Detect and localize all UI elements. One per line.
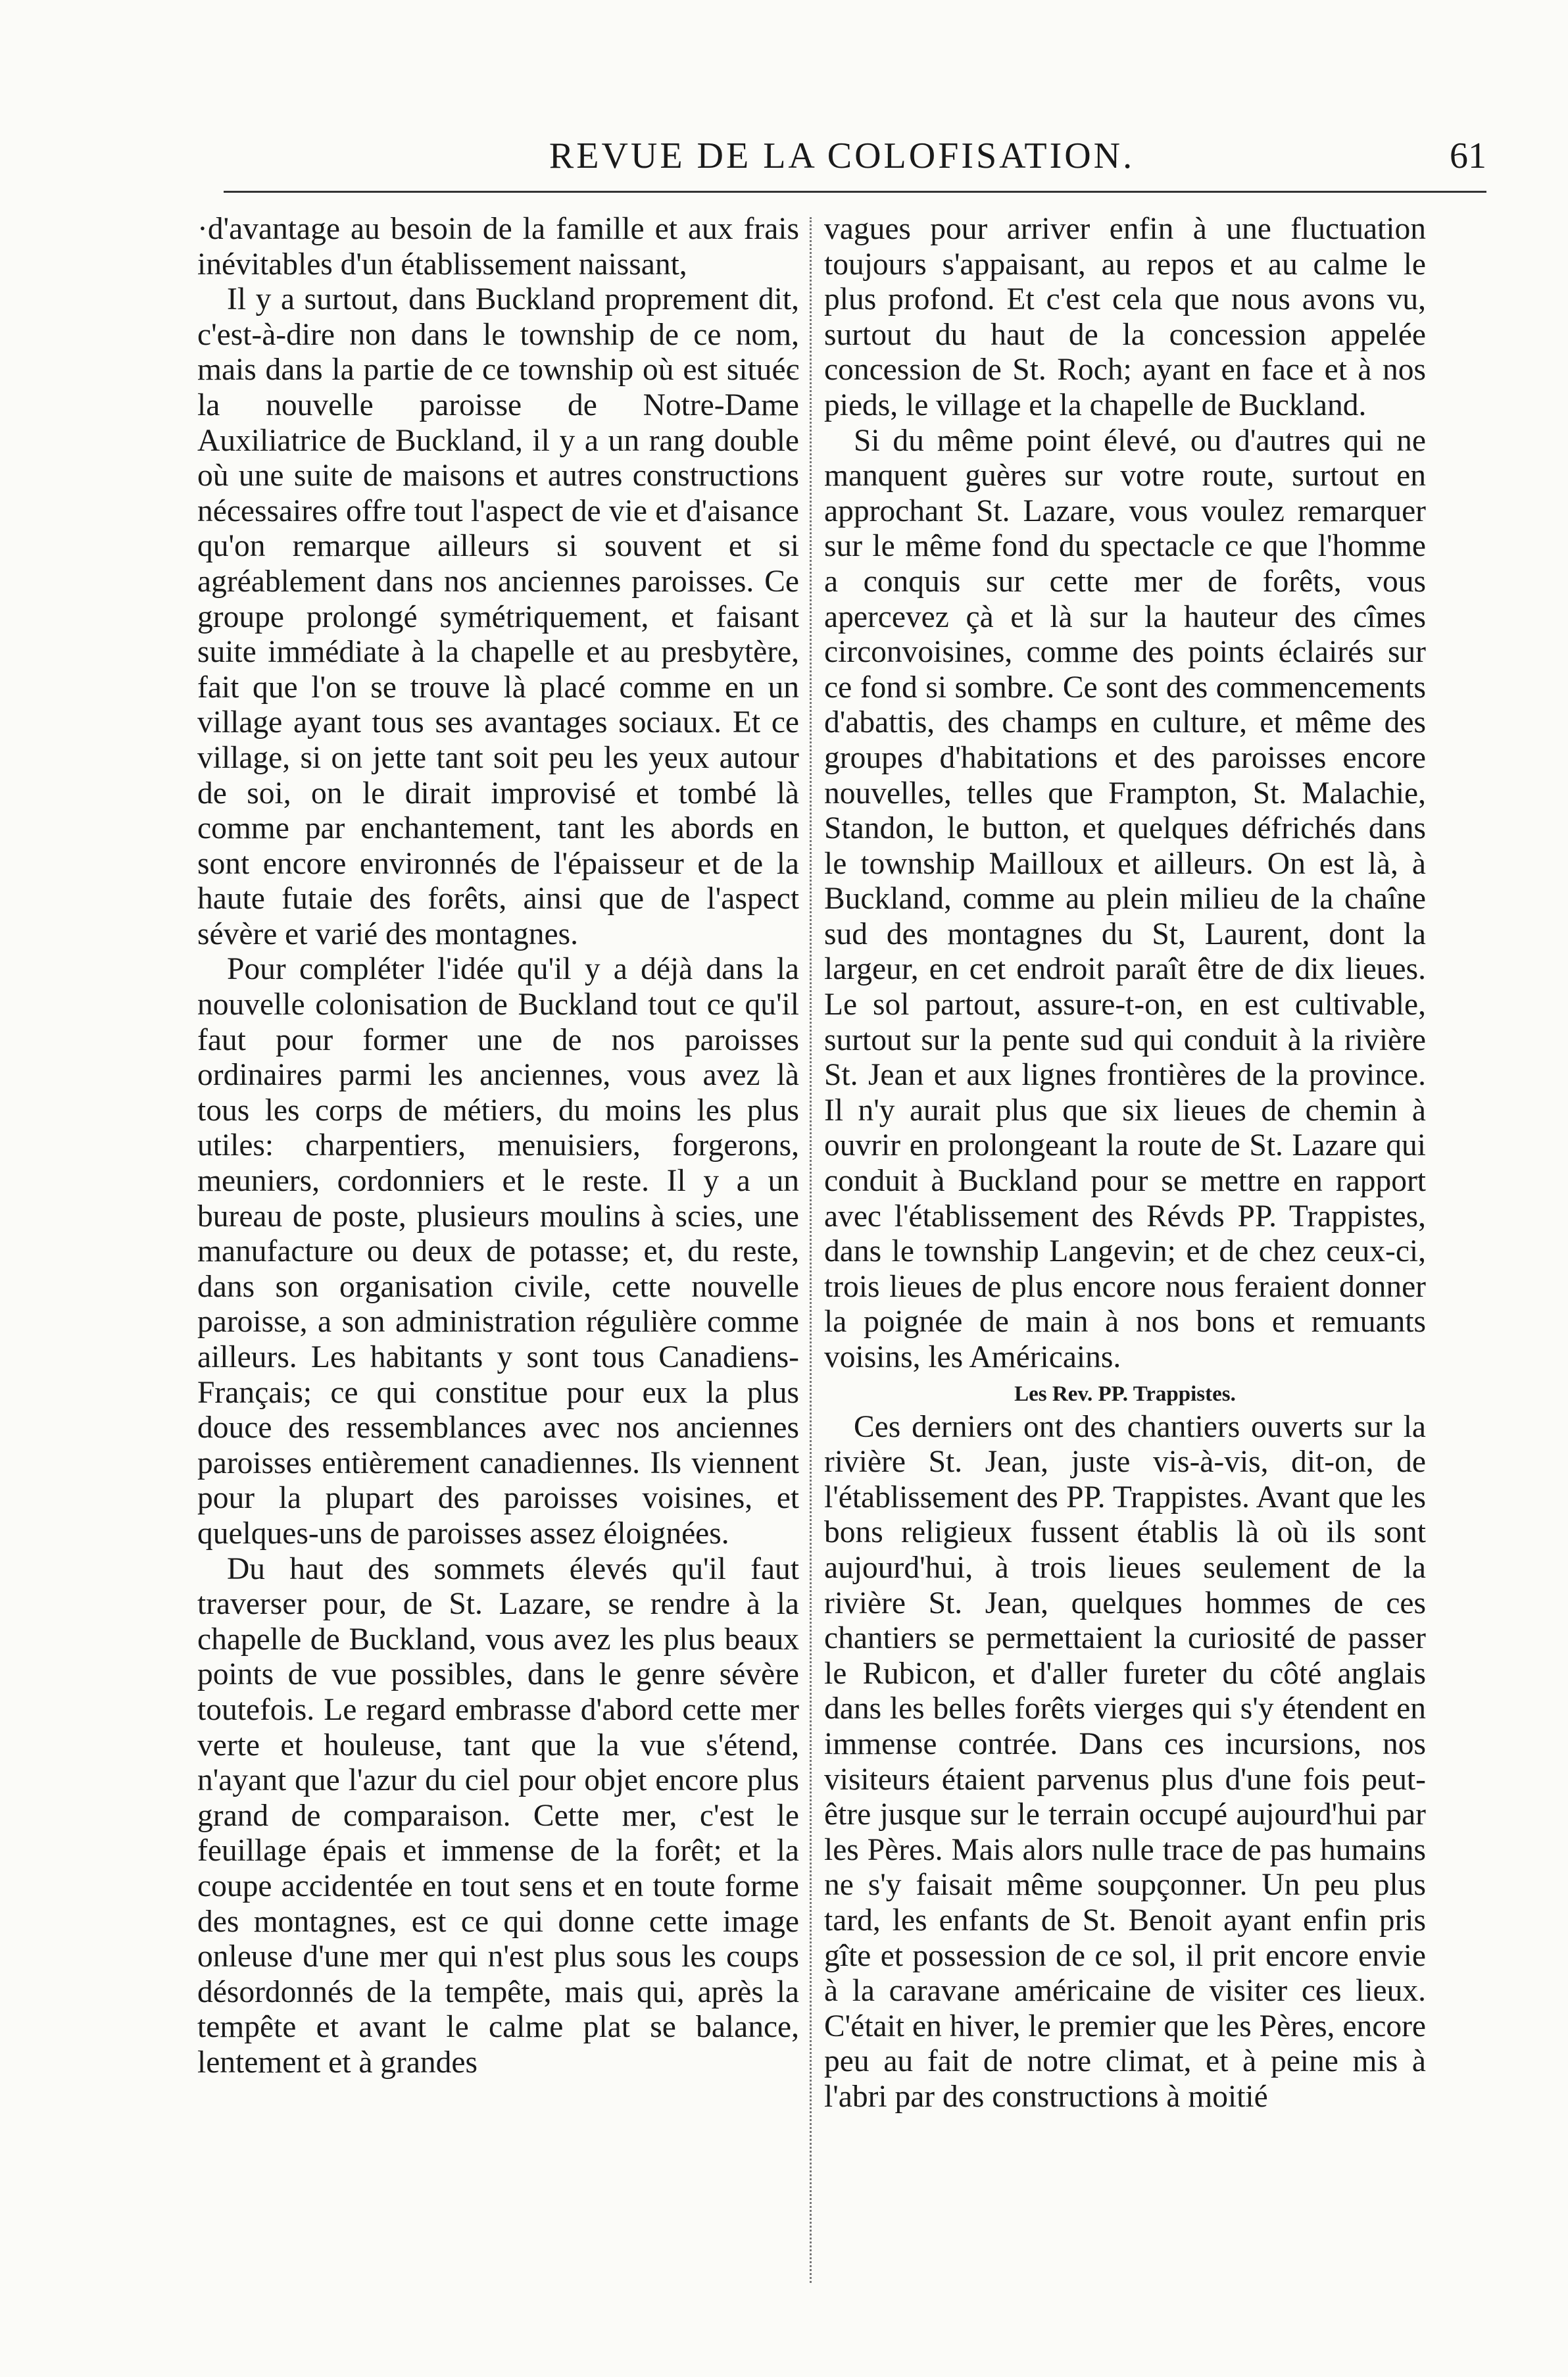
page-number: 61 bbox=[1450, 136, 1486, 176]
page-header bbox=[197, 135, 1486, 181]
paragraph: Pour compléter l'idée qu'il y a déjà dans la nouvelle colonisation de Buckland tout ce qu'il faut pour former une de nos paroisses ordinaires parmi les anciennes, vous avez là tous les corps de métiers, du moins les plus utiles: charpentiers, menuisiers, forgerons, meuniers, cordonniers et le reste. Il y a un bureau de poste, plusieurs moulins à scies, une manufacture ou deux de potasse; et, du reste, dans son organisation civile, cette nouvelle paroisse, a son administration régulière comme ailleurs. Les habitants y sont tous Canadiens-Français; ce qui constitue pour eux la plus douce des ressemblances avec nos anciennes paroisses entièrement canadiennes. Ils viennent pour la plupart des paroisses voisines, et quelques-uns de paroisses assez éloignées. bbox=[197, 952, 799, 1551]
column-divider bbox=[810, 217, 812, 2283]
header-rule bbox=[224, 191, 1486, 193]
paragraph: ·d'avantage au besoin de la famille et aux frais inévitables d'un établissement naissant, bbox=[197, 212, 799, 282]
section-heading: Les Rev. PP. Trappistes. bbox=[1014, 1382, 1236, 1406]
paragraph: Si du même point élevé, ou d'autres qui ne manquent guères sur votre route, surtout en approchant St. Lazare, vous voulez remarquer sur le même fond du spectacle ce que l'homme a conquis sur cette mer de forêts, vous apercevez çà et là sur la hauteur des cîmes circonvoisines, comme des points éclairés sur ce fond si sombre. Ce sont des commencements d'abattis, des champs en culture, et même des groupes d'habitations et des paroisses encore nouvelles, telles que Frampton, St. Malachie, Standon, le button, et quelques défrichés dans le township Mailloux et ailleurs. On est là, à Buckland, comme au plein milieu de la chaîne sud des montagnes du St, Laurent, dont la largeur, en cet endroit paraît être de dix lieues. Le sol partout, assure-t-on, en est cultivable, surtout sur la pente sud qui conduit à la rivière St. Jean et aux lignes frontières de la province. Il n'y aurait plus que six lieues de chemin à ouvrir en prolongeant la route de St. Lazare qui conduit à Buckland pour se mettre en rapport avec l'établissement des Révds PP. Trappistes, dans le township Langevin; et de chez ceux-ci, trois lieues de plus encore nous feraient donner la poignée de main à nos bons et remuants voisins, les Américains. bbox=[824, 423, 1426, 1374]
paragraph: vagues pour arriver enfin à une fluctuation toujours s'appaisant, au repos et au calme le plus profond. Et c'est cela que nous avons vu, surtout du haut de la concession appelée concession de St. Roch; ayant en face et à nos pieds, le village et la chapelle de Buckland. bbox=[824, 212, 1426, 422]
running-title: REVUE DE LA COLOFISATION. bbox=[549, 136, 1135, 176]
right-column bbox=[824, 212, 1426, 2114]
paragraph: Il y a surtout, dans Buckland proprement dit, c'est-à-dire non dans le township de ce nom, mais dans la partie de ce township où est situéє la nouvelle paroisse de Notre-Dame Auxiliatrice de Buckland, il y a un rang double où une suite de maisons et autres constructions nécessaires offre tout l'aspect de vie et d'aisance qu'on remarque ailleurs si souvent et si agréablement dans nos anciennes paroisses. Ce groupe prolongé symétriquement, et faisant suite immédiate à la chapelle et au presbytère, fait que l'on se trouve là placé comme en un village ayant tous ses avantages sociaux. Et ce village, si on jette tant soit peu les yeux autour de soi, on le dirait improvisé et tombé là comme par enchantement, tant les abords en sont encore environnés de l'épaisseur et de la haute futaie des forêts, ainsi que de l'aspect sévère et varié des montagnes. bbox=[197, 282, 799, 951]
paragraph: Ces derniers ont des chantiers ouverts sur la rivière St. Jean, juste vis-à-vis, dit-on, de l'établissement des PP. Trappistes. Avant que les bons religieux fussent établis là où ils sont aujourd'hui, à trois lieues seulement de la rivière St. Jean, quelques hommes de ces chantiers se permettaient la curiosité de passer le Rubicon, et d'aller fureter du côté anglais dans les belles forêts vierges qui s'y étendent en immense contrée. Dans ces incursions, nos visiteurs étaient parvenus plus d'une fois peut-être jusque sur le terrain occupé aujourd'hui par les Pères. Mais alors nulle trace de pas humains ne s'y faisait même soupçonner. Un peu plus tard, les enfants de St. Benoit ayant enfin pris gîte et possession de ce sol, il prit encore envie à la caravane américaine de visiter ces lieux. C'était en hiver, le premier que les Pères, encore peu au fait de notre climat, et à peine mis à l'abri par des constructions à moitié bbox=[824, 1409, 1426, 2114]
left-column bbox=[197, 212, 799, 2080]
paragraph: Du haut des sommets élevés qu'il faut traverser pour, de St. Lazare, se rendre à la chapelle de Buckland, vous avez les plus beaux points de vue possibles, dans le genre sévère toutefois. Le regard embrasse d'abord cette mer verte et houleuse, tant que la vue s'étend, n'ayant que l'azur du ciel pour objet encore plus grand de comparaison. Cette mer, c'est le feuillage épais et immense de la forêt; et la coupe accidentée en tout sens et en toute forme des montagnes, est ce qui donne cette image onleuse d'une mer qui n'est plus sous les coups désordonnés de la tempête, mais qui, après la tempête et avant le calme plat se balance, lentement et à grandes bbox=[197, 1551, 799, 2080]
